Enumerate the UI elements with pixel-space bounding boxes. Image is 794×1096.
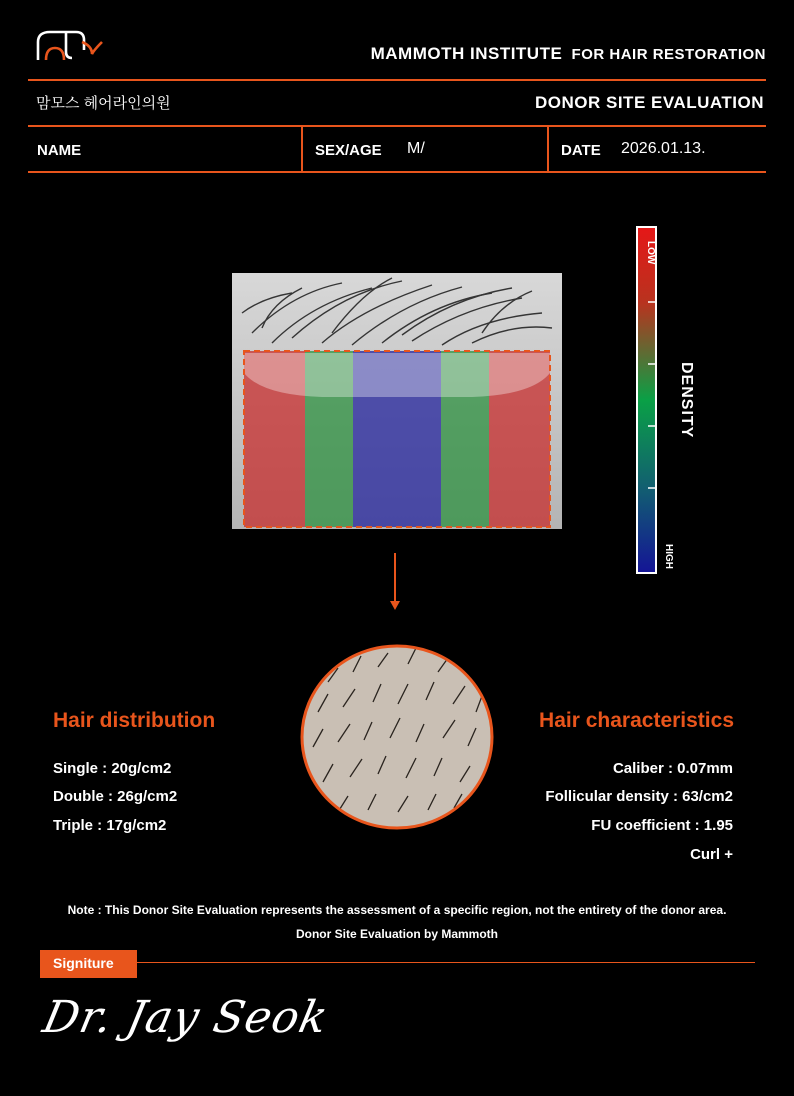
- arrow-down-icon: [388, 553, 402, 611]
- density-title: DENSITY: [678, 362, 695, 439]
- distribution-title: Hair distribution: [53, 709, 216, 732]
- stat-follicular-density: Follicular density : 63/cm2: [545, 788, 733, 805]
- divider: [28, 125, 766, 127]
- korean-clinic-name: 맘모스 헤어라인의원: [36, 95, 171, 112]
- stat-double: Double : 26g/cm2: [53, 788, 178, 805]
- sexage-label: SEX/AGE: [315, 142, 382, 159]
- field-divider: [547, 126, 549, 172]
- signature-label: Signiture: [40, 950, 137, 978]
- institute-title: [371, 44, 766, 64]
- field-divider: [301, 126, 303, 172]
- signature: Dr. Jay Seok: [38, 992, 333, 1043]
- characteristics-title: Hair characteristics: [539, 709, 734, 732]
- divider: [28, 171, 766, 173]
- stat-curl: Curl +: [690, 846, 733, 863]
- stat-single: Single : 20g/cm2: [53, 760, 172, 777]
- date-label: DATE: [561, 142, 601, 159]
- footer-credit: Donor Site Evaluation by Mammoth: [295, 927, 499, 941]
- stat-triple: Triple : 17g/cm2: [53, 817, 167, 834]
- mammoth-logo: [36, 28, 108, 62]
- magnified-scalp-view: [298, 642, 496, 832]
- divider: [28, 79, 766, 81]
- density-high-label: HIGH: [663, 544, 674, 569]
- document-title: DONOR SITE EVALUATION: [535, 93, 764, 112]
- scalp-density-map: [232, 273, 562, 529]
- date-value: 2026.01.13.: [621, 140, 706, 157]
- stat-caliber: Caliber : 0.07mm: [612, 760, 733, 777]
- sexage-value: M/: [407, 140, 425, 157]
- stat-fu-coefficient: FU coefficient : 1.95: [591, 817, 733, 834]
- density-low-label: LOW: [645, 241, 656, 265]
- footer-note: Note : This Donor Site Evaluation represents the assessment of a specific region, not the entirety of the donor area.: [67, 903, 727, 917]
- density-scale-bar: [636, 226, 660, 574]
- institute-main: MAMMOTH INSTITUTE: [370, 44, 563, 63]
- institute-sub: FOR HAIR RESTORATION: [571, 46, 766, 63]
- name-label: NAME: [37, 142, 82, 159]
- signature-line: [137, 962, 755, 963]
